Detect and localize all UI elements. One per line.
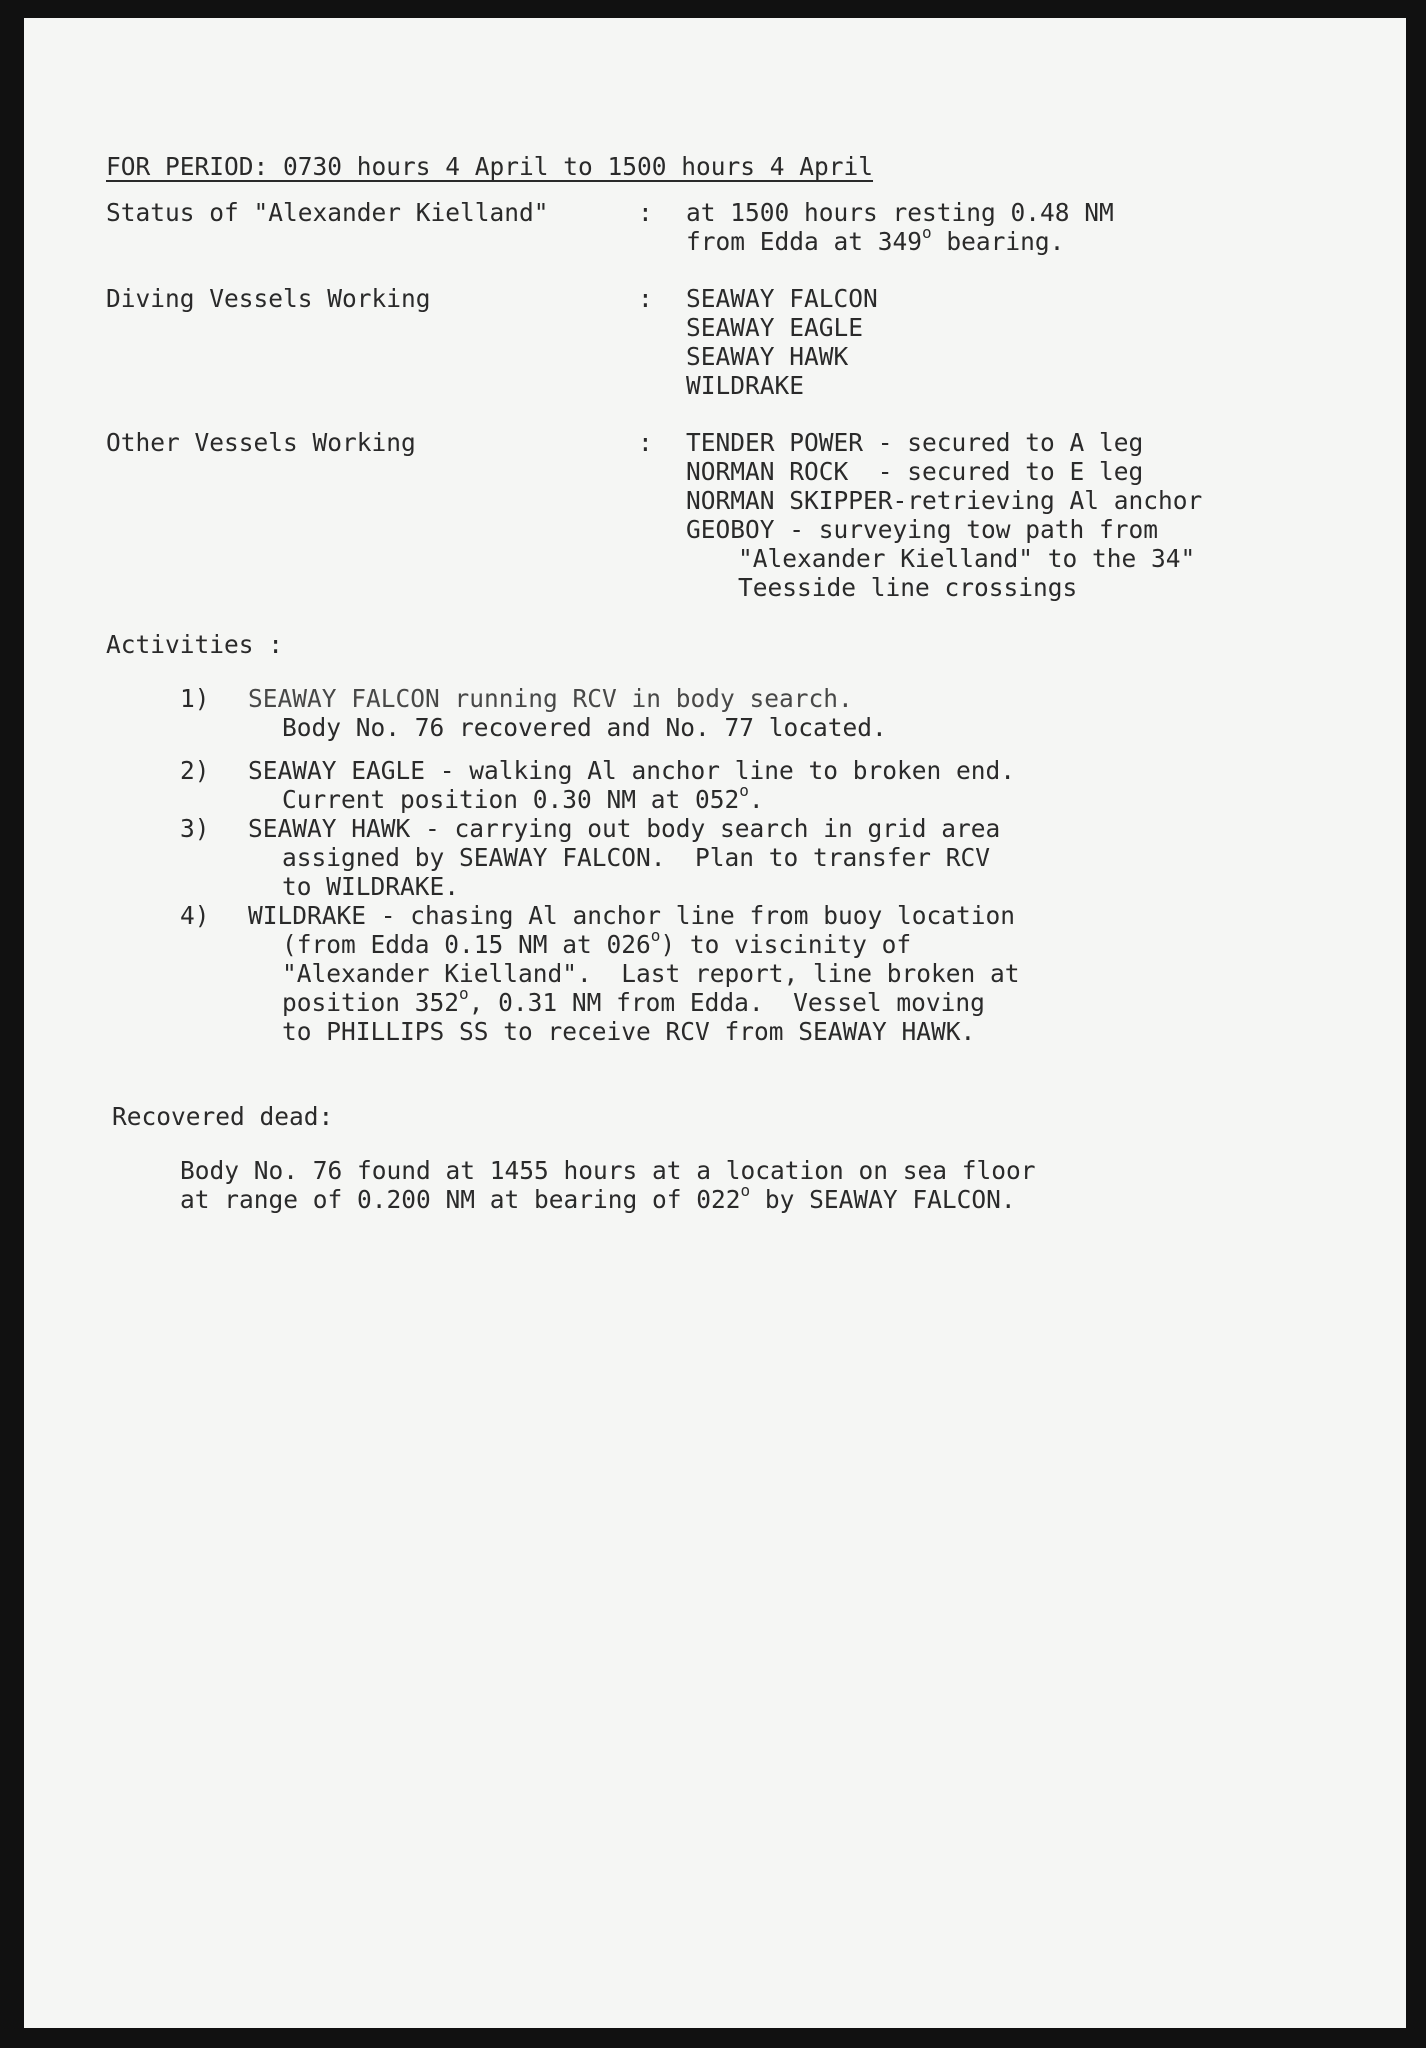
other-vessel-line: GEOBOY - surveying tow path from	[686, 515, 1159, 544]
degree-mark: o	[459, 984, 469, 1003]
diving-label: Diving Vessels Working	[106, 284, 431, 313]
other-vessel-line: NORMAN SKIPPER-retrieving Al anchor	[686, 486, 1203, 515]
other-vessel-line: Teesside line crossings	[738, 573, 1078, 602]
other-vessel-line: "Alexander Kielland" to the 34"	[738, 544, 1196, 573]
activity-line: to WILDRAKE.	[282, 872, 460, 901]
degree-mark: o	[922, 223, 932, 242]
activity-line: SEAWAY FALCON running RCV in body search.	[248, 684, 853, 713]
activity-number: 4)	[180, 901, 210, 930]
diving-vessel: SEAWAY FALCON	[686, 284, 878, 313]
activity-number: 2)	[180, 756, 210, 785]
activity-line: "Alexander Kielland". Last report, line broken at	[282, 959, 1020, 988]
degree-mark: o	[740, 1181, 751, 1200]
other-colon: :	[638, 428, 653, 457]
recovered-label: Recovered dead:	[112, 1102, 334, 1131]
other-vessel-line: TENDER POWER - secured to A leg	[686, 428, 1144, 457]
activity-line: WILDRAKE - chasing Al anchor line from buoy location	[248, 901, 1016, 930]
activity-line: Body No. 76 recovered and No. 77 located.	[282, 713, 887, 742]
activity-line: SEAWAY EAGLE - walking Al anchor line to broken end.	[248, 756, 1016, 785]
other-vessel-line: NORMAN ROCK - secured to E leg	[686, 457, 1144, 486]
diving-vessel: SEAWAY HAWK	[686, 342, 849, 371]
recovered-line: Body No. 76 found at 1455 hours at a location on sea floor	[180, 1156, 1036, 1185]
activity-line: SEAWAY HAWK - carrying out body search in grid area	[248, 814, 1001, 843]
activity-line: assigned by SEAWAY FALCON. Plan to transfer RCV	[282, 843, 991, 872]
status-line-2: from Edda at 349$^o$ bearing.	[686, 223, 1065, 256]
diving-colon: :	[638, 284, 653, 313]
recovered-line: at range of 0.200 NM at bearing of 022$^o$ by SEAWAY FALCON.	[180, 1181, 1016, 1214]
document-page	[24, 18, 1406, 2028]
degree-mark: o	[739, 781, 749, 800]
status-colon: :	[638, 198, 653, 227]
activity-line: Current position 0.30 NM at 052$^o$.	[282, 781, 764, 814]
status-label: Status of "Alexander Kielland"	[106, 198, 549, 227]
diving-vessel: SEAWAY EAGLE	[686, 313, 864, 342]
activities-label: Activities :	[106, 630, 284, 659]
activity-number: 3)	[180, 814, 210, 843]
diving-vessel: WILDRAKE	[686, 371, 805, 400]
degree-mark: o	[650, 926, 661, 945]
activity-line: (from Edda 0.15 NM at 026$^o$) to viscinity of	[282, 926, 912, 959]
activity-number: 1)	[180, 684, 210, 713]
status-line-1: at 1500 hours resting 0.48 NM	[686, 198, 1114, 227]
activity-line: position 352$^o$, 0.31 NM from Edda. Vessel moving	[282, 984, 985, 1017]
other-label: Other Vessels Working	[106, 428, 416, 457]
period-heading: FOR PERIOD: 0730 hours 4 April to 1500 hours 4 April	[106, 152, 874, 181]
activity-line: to PHILLIPS SS to receive RCV from SEAWAY HAWK.	[282, 1017, 976, 1046]
